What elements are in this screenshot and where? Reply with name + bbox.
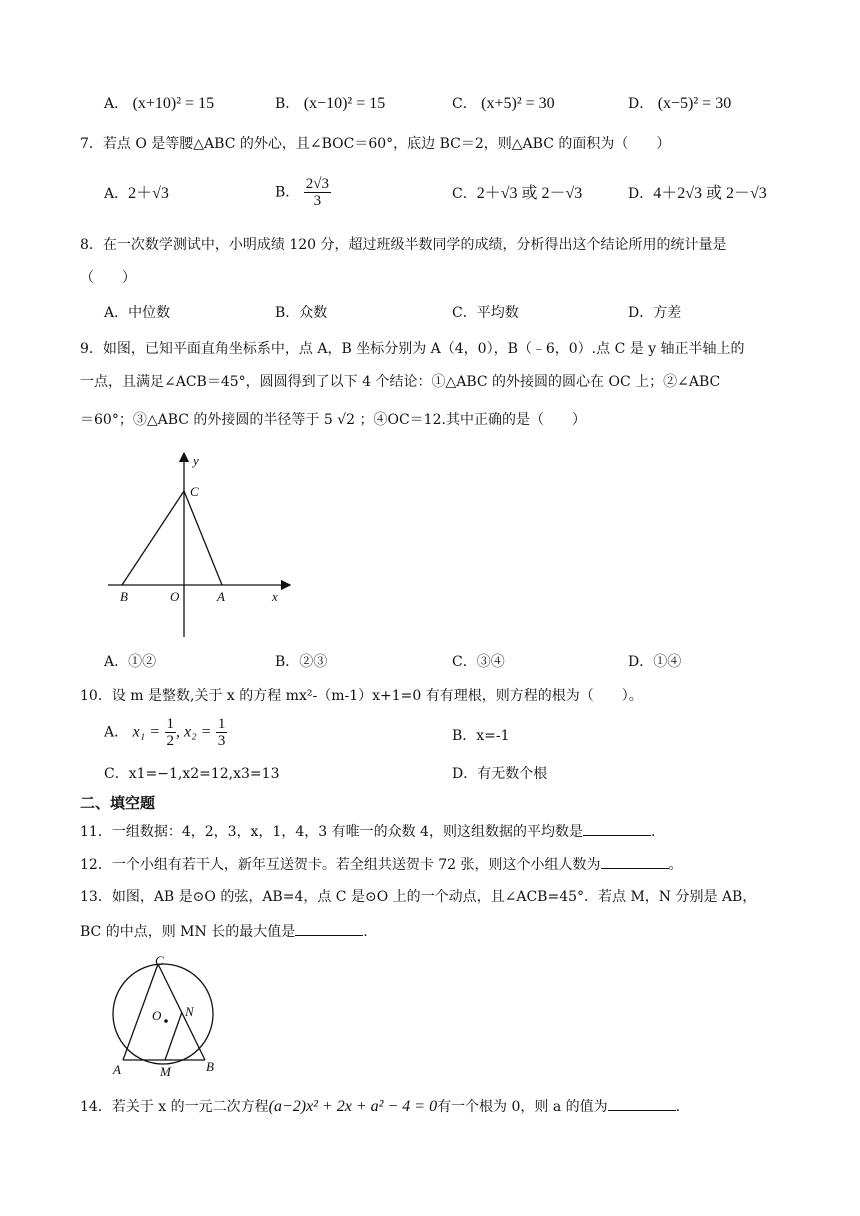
q10-stem: 10．设 m 是整数,关于 x 的方程 mx²-（m-1）x+1=0 有有理根，则方程的根为（ ）。 (80, 688, 643, 704)
q7-option-d: D．4＋2√3 或 2－√3 (628, 185, 767, 202)
q8-stem-line2: （ ） (80, 270, 136, 286)
q8-option-d: D．方差 (628, 305, 682, 321)
q13-answer-blank[interactable] (295, 921, 363, 936)
q6-option-a: A． (x+10)² = 15 (104, 95, 215, 112)
label-o: O (152, 1008, 162, 1023)
q7-option-c: C．2＋√3 或 2－√3 (452, 185, 583, 202)
q6-option-c: C． (x+5)² = 30 (452, 95, 555, 112)
q7-option-b: B． $\frac{2√3}{3}$ (275, 176, 329, 209)
q7-option-a: A．2＋√3 (104, 185, 169, 202)
label-b: B (206, 1059, 214, 1074)
q6-option-b: B． (x−10)² = 15 (275, 95, 386, 112)
label-n: N (185, 1004, 194, 1019)
segment-bc (122, 491, 184, 585)
q14-answer-blank[interactable] (608, 1096, 676, 1111)
q10-option-a: A． x₁ = $\frac{1}{2}$ , x₂ = $\frac{1}{3}$ (104, 716, 226, 749)
label-x: x (272, 589, 278, 604)
q11-answer-blank[interactable] (583, 821, 651, 836)
circle-o (113, 964, 213, 1064)
q13-line1: 13．如图，AB 是⊙O 的弦，AB=4，点 C 是⊙O 上的一个动点，且∠ACB=45°．若点 M，N 分别是 AB， (80, 889, 757, 905)
label-c: C (155, 953, 164, 968)
q9-option-b: B．②③ (275, 654, 328, 670)
q10-option-b: B．x=-1 (452, 728, 510, 744)
q13-line2: BC 的中点，则 MN 长的最大值是 . (80, 921, 368, 942)
section-heading: 二、填空题 (80, 794, 156, 812)
label-y: y (193, 453, 199, 468)
q11: 11．一组数据：4，2，3，x，1，4，3 有唯一的众数 4，则这组数据的平均数是 . (80, 821, 655, 842)
q12: 12．一个小组有若干人，新年互送贺卡。若全组共送贺卡 72 张，则这个小组人数为 。 (80, 854, 683, 875)
q9-option-a: A．①② (104, 654, 157, 670)
q9-coordinate-figure (100, 445, 300, 645)
q8-option-a: A．中位数 (104, 305, 171, 321)
q9-stem-line1: 9．如图，已知平面直角坐标系中，点 A，B 坐标分别为 A（4，0），B（﹣6，0）.点 C 是 y 轴正半轴上的 (80, 341, 745, 357)
q13-circle-figure (105, 952, 225, 1082)
segment-ca (184, 491, 222, 585)
label-a: A (113, 1062, 121, 1077)
q10-option-c: C．x1=−1,x2=12,x3=13 (104, 766, 280, 782)
q9-stem-line3: ＝60°；③△ABC 的外接圆的半径等于 5 √2 ；④OC＝12.其中正确的是（ ） (80, 412, 586, 428)
q8-option-c: C．平均数 (452, 305, 519, 321)
label-m: M (160, 1064, 171, 1079)
q10-option-d: D．有无数个根 (452, 766, 548, 782)
q8-option-b: B．众数 (275, 305, 328, 321)
q9-option-d: D．①④ (628, 654, 682, 670)
q14: 14．若关于 x 的一元二次方程(a−2)x² + 2x + a² − 4 = 0有一个根为 0，则 a 的值为 . (80, 1098, 681, 1115)
center-dot (164, 1019, 168, 1023)
q12-answer-blank[interactable] (601, 854, 669, 869)
label-o: O (170, 589, 180, 604)
q7-stem: 7．若点 O 是等腰△ABC 的外心，且∠BOC＝60°，底边 BC＝2，则△ABC 的面积为（ ） (80, 136, 671, 152)
label-a: A (217, 589, 225, 604)
label-c: C (190, 484, 199, 499)
label-b: B (120, 589, 128, 604)
q6-option-d: D． (x−5)² = 30 (628, 95, 732, 112)
q9-option-c: C．③④ (452, 654, 505, 670)
q9-stem-line2: 一点，且满足∠ACB＝45°，圆圆得到了以下 4 个结论：①△ABC 的外接圆的圆心在 OC 上；②∠ABC (80, 374, 721, 390)
q8-stem-line1: 8．在一次数学测试中，小明成绩 120 分，超过班级半数同学的成绩，分析得出这个结论所用的统计量是 (80, 237, 727, 253)
